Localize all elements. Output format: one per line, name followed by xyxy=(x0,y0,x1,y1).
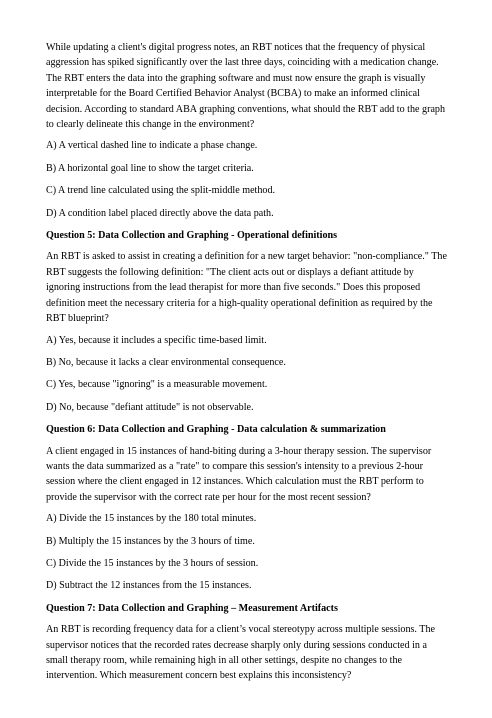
q5-option-d: D) No, because "defiant attitude" is not observable. xyxy=(46,401,254,413)
q4-option-d: D) A condition label placed directly above the data path. xyxy=(46,207,274,219)
q6-stem: A client engaged in 15 instances of hand-biting during a 3-hour therapy session. The supervisor wants the data summarized as a "rate" to compare this session's intensity to a previous 2-hour session where the client engaged in 12 instances. Which calculation must the RBT perform to provide the supervisor with the correct rate per hour for the most recent session? xyxy=(46,445,432,503)
q5-option-a: A) Yes, because it includes a specific time-based limit. xyxy=(46,334,267,346)
q7-stem: An RBT is recording frequency data for a client’s vocal stereotypy across multiple sessions. The supervisor notices that the recorded rates decrease sharply only during sessions conducted in a small therapy room, while remaining high in all other settings, despite no changes to the intervention. Which measurement concern best explains this inconsistency? xyxy=(46,624,435,682)
q4-stem: While updating a client's digital progress notes, an RBT notices that the frequency of physical aggression has spiked significantly over the last three days, coinciding with a medication change. The RBT enters the data into the graphing software and must now ensure the graph is visually interpretable for the Board Certified Behavior Analyst (BCBA) to make an informed clinical decision. According to standard ABA graphing conventions, what should the RBT add to the graph to clearly delineate this change in the environment? xyxy=(46,42,446,131)
q5-option-b: B) No, because it lacks a clear environmental consequence. xyxy=(46,356,286,368)
q5-stem: An RBT is asked to assist in creating a definition for a new target behavior: "non-compliance." The RBT suggests the following definition: "The client acts out or displays a defiant attitude by ignoring instructions from the lead therapist for more than five seconds." Does this proposed definition meet the necessary criteria for a high-quality operational definition as required by the RBT blueprint? xyxy=(46,251,447,325)
q7-heading: Question 7: Data Collection and Graphing – Measurement Artifacts xyxy=(46,602,338,614)
q6-option-a: A) Divide the 15 instances by the 180 total minutes. xyxy=(46,513,257,525)
q5-option-c: C) Yes, because "ignoring" is a measurable movement. xyxy=(46,379,268,391)
q6-option-d: D) Subtract the 12 instances from the 15 instances. xyxy=(46,580,252,592)
q6-option-c: C) Divide the 15 instances by the 3 hours of session. xyxy=(46,557,259,569)
q4-option-c: C) A trend line calculated using the split-middle method. xyxy=(46,185,276,197)
q4-option-a: A) A vertical dashed line to indicate a phase change. xyxy=(46,140,258,152)
q4-option-b: B) A horizontal goal line to show the target criteria. xyxy=(46,162,254,174)
q6-heading: Question 6: Data Collection and Graphing - Data calculation & summarization xyxy=(46,424,386,436)
q5-heading: Question 5: Data Collection and Graphing - Operational definitions xyxy=(46,230,338,242)
q6-option-b: B) Multiply the 15 instances by the 3 hours of time. xyxy=(46,535,255,547)
